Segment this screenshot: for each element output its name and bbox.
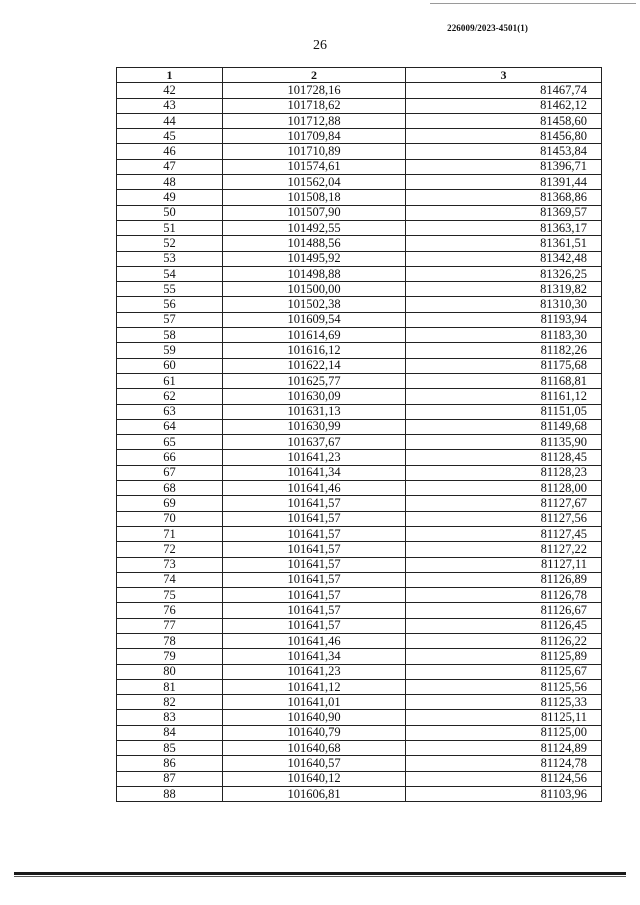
point-number-cell: 66 (117, 450, 223, 465)
table-row (117, 419, 602, 434)
point-number-cell: 85 (117, 741, 223, 756)
table-row (117, 786, 602, 801)
x-coordinate-cell: 101641,46 (223, 481, 406, 496)
point-number-cell: 69 (117, 496, 223, 511)
x-coordinate-cell: 101637,67 (223, 435, 406, 450)
x-coordinate-cell: 101641,57 (223, 572, 406, 587)
x-coordinate-cell: 101640,57 (223, 756, 406, 771)
table-row (117, 649, 602, 664)
point-number-cell: 63 (117, 404, 223, 419)
table-row (117, 343, 602, 358)
y-coordinate-cell: 81127,22 (406, 542, 602, 557)
y-coordinate-cell: 81361,51 (406, 236, 602, 251)
point-number-cell: 55 (117, 282, 223, 297)
y-coordinate-cell: 81458,60 (406, 113, 602, 128)
table-row (117, 557, 602, 572)
point-number-cell: 50 (117, 205, 223, 220)
table-row (117, 603, 602, 618)
y-coordinate-cell: 81149,68 (406, 419, 602, 434)
column-header-3: 3 (406, 68, 602, 83)
y-coordinate-cell: 81135,90 (406, 435, 602, 450)
point-number-cell: 49 (117, 190, 223, 205)
table-header-row (117, 68, 602, 83)
point-number-cell: 73 (117, 557, 223, 572)
table-row (117, 511, 602, 526)
point-number-cell: 60 (117, 358, 223, 373)
x-coordinate-cell: 101641,34 (223, 465, 406, 480)
x-coordinate-cell: 101631,13 (223, 404, 406, 419)
y-coordinate-cell: 81127,56 (406, 511, 602, 526)
x-coordinate-cell: 101718,62 (223, 98, 406, 113)
point-number-cell: 65 (117, 435, 223, 450)
column-header-2: 2 (223, 68, 406, 83)
y-coordinate-cell: 81125,00 (406, 725, 602, 740)
point-number-cell: 75 (117, 588, 223, 603)
point-number-cell: 74 (117, 572, 223, 587)
y-coordinate-cell: 81127,45 (406, 526, 602, 541)
point-number-cell: 81 (117, 679, 223, 694)
y-coordinate-cell: 81125,56 (406, 679, 602, 694)
point-number-cell: 64 (117, 419, 223, 434)
table-row (117, 358, 602, 373)
y-coordinate-cell: 81363,17 (406, 220, 602, 235)
point-number-cell: 76 (117, 603, 223, 618)
x-coordinate-cell: 101502,38 (223, 297, 406, 312)
x-coordinate-cell: 101641,57 (223, 588, 406, 603)
table-row (117, 741, 602, 756)
y-coordinate-cell: 81127,67 (406, 496, 602, 511)
x-coordinate-cell: 101640,79 (223, 725, 406, 740)
y-coordinate-cell: 81168,81 (406, 373, 602, 388)
x-coordinate-cell: 101495,92 (223, 251, 406, 266)
table-row (117, 144, 602, 159)
table-row (117, 251, 602, 266)
point-number-cell: 68 (117, 481, 223, 496)
point-number-cell: 58 (117, 328, 223, 343)
table-row (117, 481, 602, 496)
table-row (117, 83, 602, 98)
point-number-cell: 88 (117, 786, 223, 801)
table-row (117, 266, 602, 281)
y-coordinate-cell: 81151,05 (406, 404, 602, 419)
point-number-cell: 78 (117, 633, 223, 648)
table-row (117, 328, 602, 343)
table-row (117, 190, 602, 205)
point-number-cell: 46 (117, 144, 223, 159)
y-coordinate-cell: 81125,67 (406, 664, 602, 679)
x-coordinate-cell: 101641,57 (223, 542, 406, 557)
y-coordinate-cell: 81391,44 (406, 175, 602, 190)
y-coordinate-cell: 81128,45 (406, 450, 602, 465)
y-coordinate-cell: 81124,56 (406, 771, 602, 786)
point-number-cell: 53 (117, 251, 223, 266)
y-coordinate-cell: 81126,45 (406, 618, 602, 633)
point-number-cell: 62 (117, 389, 223, 404)
x-coordinate-cell: 101641,57 (223, 603, 406, 618)
table-row (117, 526, 602, 541)
table-row (117, 205, 602, 220)
y-coordinate-cell: 81161,12 (406, 389, 602, 404)
point-number-cell: 84 (117, 725, 223, 740)
x-coordinate-cell: 101641,57 (223, 557, 406, 572)
table-row (117, 771, 602, 786)
point-number-cell: 52 (117, 236, 223, 251)
page-number: 26 (313, 38, 327, 53)
x-coordinate-cell: 101709,84 (223, 129, 406, 144)
table-row (117, 710, 602, 725)
table-row (117, 129, 602, 144)
document-number: 226009/2023-4501(1) (447, 23, 528, 33)
y-coordinate-cell: 81456,80 (406, 129, 602, 144)
y-coordinate-cell: 81310,30 (406, 297, 602, 312)
y-coordinate-cell: 81125,11 (406, 710, 602, 725)
x-coordinate-cell: 101710,89 (223, 144, 406, 159)
y-coordinate-cell: 81183,30 (406, 328, 602, 343)
table-row (117, 496, 602, 511)
table-row (117, 664, 602, 679)
x-coordinate-cell: 101640,68 (223, 741, 406, 756)
table-row (117, 113, 602, 128)
point-number-cell: 45 (117, 129, 223, 144)
point-number-cell: 59 (117, 343, 223, 358)
point-number-cell: 72 (117, 542, 223, 557)
x-coordinate-cell: 101562,04 (223, 175, 406, 190)
table-row (117, 297, 602, 312)
table-row (117, 312, 602, 327)
x-coordinate-cell: 101641,57 (223, 511, 406, 526)
y-coordinate-cell: 81368,86 (406, 190, 602, 205)
point-number-cell: 42 (117, 83, 223, 98)
x-coordinate-cell: 101641,57 (223, 496, 406, 511)
point-number-cell: 51 (117, 220, 223, 235)
header-rule (430, 3, 636, 4)
x-coordinate-cell: 101641,23 (223, 664, 406, 679)
x-coordinate-cell: 101508,18 (223, 190, 406, 205)
point-number-cell: 47 (117, 159, 223, 174)
table-row (117, 435, 602, 450)
x-coordinate-cell: 101641,23 (223, 450, 406, 465)
x-coordinate-cell: 101630,99 (223, 419, 406, 434)
coordinates-table (116, 67, 602, 802)
point-number-cell: 79 (117, 649, 223, 664)
x-coordinate-cell: 101500,00 (223, 282, 406, 297)
table-row (117, 282, 602, 297)
x-coordinate-cell: 101712,88 (223, 113, 406, 128)
x-coordinate-cell: 101641,12 (223, 679, 406, 694)
x-coordinate-cell: 101625,77 (223, 373, 406, 388)
y-coordinate-cell: 81453,84 (406, 144, 602, 159)
point-number-cell: 48 (117, 175, 223, 190)
footer-rule (14, 872, 626, 875)
x-coordinate-cell: 101609,54 (223, 312, 406, 327)
table-body (117, 83, 602, 802)
table-row (117, 404, 602, 419)
y-coordinate-cell: 81124,89 (406, 741, 602, 756)
footer-rule-thin (14, 876, 626, 877)
x-coordinate-cell: 101488,56 (223, 236, 406, 251)
x-coordinate-cell: 101641,57 (223, 618, 406, 633)
y-coordinate-cell: 81369,57 (406, 205, 602, 220)
point-number-cell: 70 (117, 511, 223, 526)
table-row (117, 236, 602, 251)
y-coordinate-cell: 81128,23 (406, 465, 602, 480)
table-row (117, 175, 602, 190)
point-number-cell: 71 (117, 526, 223, 541)
y-coordinate-cell: 81342,48 (406, 251, 602, 266)
y-coordinate-cell: 81103,96 (406, 786, 602, 801)
point-number-cell: 54 (117, 266, 223, 281)
y-coordinate-cell: 81126,89 (406, 572, 602, 587)
x-coordinate-cell: 101616,12 (223, 343, 406, 358)
point-number-cell: 87 (117, 771, 223, 786)
table-row (117, 756, 602, 771)
table-row (117, 679, 602, 694)
y-coordinate-cell: 81126,78 (406, 588, 602, 603)
x-coordinate-cell: 101492,55 (223, 220, 406, 235)
y-coordinate-cell: 81125,89 (406, 649, 602, 664)
x-coordinate-cell: 101606,81 (223, 786, 406, 801)
table-row (117, 220, 602, 235)
y-coordinate-cell: 81182,26 (406, 343, 602, 358)
x-coordinate-cell: 101641,46 (223, 633, 406, 648)
x-coordinate-cell: 101622,14 (223, 358, 406, 373)
table-row (117, 695, 602, 710)
table-header (117, 68, 602, 83)
x-coordinate-cell: 101507,90 (223, 205, 406, 220)
point-number-cell: 57 (117, 312, 223, 327)
point-number-cell: 61 (117, 373, 223, 388)
table-row (117, 98, 602, 113)
point-number-cell: 77 (117, 618, 223, 633)
point-number-cell: 82 (117, 695, 223, 710)
y-coordinate-cell: 81128,00 (406, 481, 602, 496)
y-coordinate-cell: 81462,12 (406, 98, 602, 113)
x-coordinate-cell: 101641,57 (223, 526, 406, 541)
table-row (117, 159, 602, 174)
y-coordinate-cell: 81124,78 (406, 756, 602, 771)
point-number-cell: 80 (117, 664, 223, 679)
table-row (117, 618, 602, 633)
y-coordinate-cell: 81319,82 (406, 282, 602, 297)
column-header-1: 1 (117, 68, 223, 83)
point-number-cell: 43 (117, 98, 223, 113)
point-number-cell: 83 (117, 710, 223, 725)
y-coordinate-cell: 81396,71 (406, 159, 602, 174)
x-coordinate-cell: 101640,12 (223, 771, 406, 786)
table-row (117, 572, 602, 587)
x-coordinate-cell: 101641,01 (223, 695, 406, 710)
table-row (117, 373, 602, 388)
point-number-cell: 56 (117, 297, 223, 312)
y-coordinate-cell: 81127,11 (406, 557, 602, 572)
x-coordinate-cell: 101641,34 (223, 649, 406, 664)
point-number-cell: 44 (117, 113, 223, 128)
y-coordinate-cell: 81126,67 (406, 603, 602, 618)
x-coordinate-cell: 101574,61 (223, 159, 406, 174)
table-row (117, 633, 602, 648)
y-coordinate-cell: 81326,25 (406, 266, 602, 281)
x-coordinate-cell: 101728,16 (223, 83, 406, 98)
point-number-cell: 67 (117, 465, 223, 480)
x-coordinate-cell: 101614,69 (223, 328, 406, 343)
table-row (117, 588, 602, 603)
table-row (117, 389, 602, 404)
x-coordinate-cell: 101630,09 (223, 389, 406, 404)
table-row (117, 542, 602, 557)
y-coordinate-cell: 81175,68 (406, 358, 602, 373)
table-row (117, 450, 602, 465)
y-coordinate-cell: 81126,22 (406, 633, 602, 648)
x-coordinate-cell: 101640,90 (223, 710, 406, 725)
y-coordinate-cell: 81193,94 (406, 312, 602, 327)
x-coordinate-cell: 101498,88 (223, 266, 406, 281)
table-row (117, 725, 602, 740)
point-number-cell: 86 (117, 756, 223, 771)
y-coordinate-cell: 81125,33 (406, 695, 602, 710)
y-coordinate-cell: 81467,74 (406, 83, 602, 98)
table-row (117, 465, 602, 480)
